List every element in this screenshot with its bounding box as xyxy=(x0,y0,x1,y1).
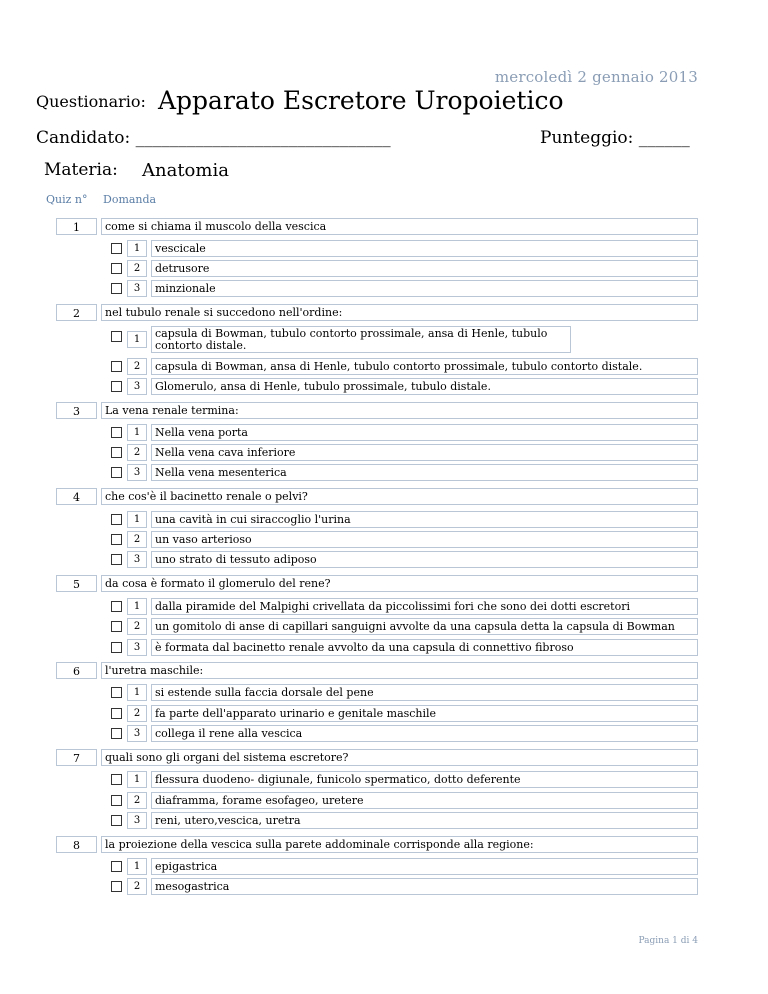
answer-checkbox[interactable] xyxy=(111,601,122,612)
answer-number: 2 xyxy=(127,531,147,548)
question-number: 2 xyxy=(56,304,97,321)
answer-text: detrusore xyxy=(151,260,698,277)
page-number: Pagina 1 di 4 xyxy=(638,936,698,946)
question-text: la proiezione della vescica sulla parete addominale corrisponde alla regione: xyxy=(101,836,698,853)
answer-text: collega il rene alla vescica xyxy=(151,725,698,742)
answer-checkbox[interactable] xyxy=(111,331,122,342)
question-text: quali sono gli organi del sistema escretore? xyxy=(101,749,698,766)
answer-number: 2 xyxy=(127,260,147,277)
answer-number: 1 xyxy=(127,331,147,348)
answer-checkbox[interactable] xyxy=(111,447,122,458)
answer-text: è formata dal bacinetto renale avvolto da una capsula di connettivo fibroso xyxy=(151,639,698,656)
answer-number: 3 xyxy=(127,378,147,395)
answer-checkbox[interactable] xyxy=(111,263,122,274)
answer-number: 3 xyxy=(127,551,147,568)
answer-text: un gomitolo di anse di capillari sanguigni avvolte da una capsula detta la capsula di Bowman xyxy=(151,618,698,635)
answer-text: si estende sulla faccia dorsale del pene xyxy=(151,684,698,701)
answer-text: Nella vena cava inferiore xyxy=(151,444,698,461)
answer-text: capsula di Bowman, ansa di Henle, tubulo contorto prossimale, tubulo contorto distale. xyxy=(151,358,698,375)
answer-number: 3 xyxy=(127,812,147,829)
answer-text: diaframma, forame esofageo, uretere xyxy=(151,792,698,809)
answer-text: dalla piramide del Malpighi crivellata da piccolissimi fori che sono dei dotti escretori xyxy=(151,598,698,615)
answer-checkbox[interactable] xyxy=(111,381,122,392)
answer-number: 1 xyxy=(127,240,147,257)
question-text: nel tubulo renale si succedono nell'ordine: xyxy=(101,304,698,321)
question-text: come si chiama il muscolo della vescica xyxy=(101,218,698,235)
answer-number: 2 xyxy=(127,878,147,895)
answer-checkbox[interactable] xyxy=(111,861,122,872)
answer-text: un vaso arterioso xyxy=(151,531,698,548)
answer-number: 1 xyxy=(127,511,147,528)
answer-number: 1 xyxy=(127,684,147,701)
answer-text: capsula di Bowman, tubulo contorto prossimale, ansa di Henle, tubulo contorto distale. xyxy=(151,326,571,353)
answer-number: 1 xyxy=(127,771,147,788)
answer-text: vescicale xyxy=(151,240,698,257)
answer-number: 2 xyxy=(127,444,147,461)
answer-checkbox[interactable] xyxy=(111,815,122,826)
answer-checkbox[interactable] xyxy=(111,427,122,438)
answer-text: epigastrica xyxy=(151,858,698,875)
answer-checkbox[interactable] xyxy=(111,621,122,632)
answer-checkbox[interactable] xyxy=(111,514,122,525)
answer-checkbox[interactable] xyxy=(111,708,122,719)
answer-checkbox[interactable] xyxy=(111,283,122,294)
answer-checkbox[interactable] xyxy=(111,774,122,785)
answer-checkbox[interactable] xyxy=(111,728,122,739)
question-number: 4 xyxy=(56,488,97,505)
answer-text: minzionale xyxy=(151,280,698,297)
questionario-label: Questionario: xyxy=(36,92,146,111)
answer-text: fa parte dell'apparato urinario e genitale maschile xyxy=(151,705,698,722)
page-title: Apparato Escretore Uropoietico xyxy=(158,86,564,115)
answer-number: 3 xyxy=(127,725,147,742)
question-number: 7 xyxy=(56,749,97,766)
answer-number: 2 xyxy=(127,705,147,722)
answer-checkbox[interactable] xyxy=(111,361,122,372)
question-number: 3 xyxy=(56,402,97,419)
materia-label: Materia: xyxy=(44,160,118,180)
answer-number: 3 xyxy=(127,464,147,481)
column-header-quiz: Quiz n° xyxy=(46,193,88,206)
answer-number: 2 xyxy=(127,792,147,809)
answer-text: uno strato di tessuto adiposo xyxy=(151,551,698,568)
answer-text: Nella vena porta xyxy=(151,424,698,441)
candidato-field: Candidato: ______________________________ xyxy=(36,128,391,148)
question-number: 1 xyxy=(56,218,97,235)
question-number: 8 xyxy=(56,836,97,853)
answer-number: 1 xyxy=(127,858,147,875)
answer-number: 2 xyxy=(127,618,147,635)
answer-text: reni, utero,vescica, uretra xyxy=(151,812,698,829)
answer-checkbox[interactable] xyxy=(111,642,122,653)
question-text: da cosa è formato il glomerulo del rene? xyxy=(101,575,698,592)
question-number: 6 xyxy=(56,662,97,679)
answer-number: 3 xyxy=(127,639,147,656)
question-text: che cos'è il bacinetto renale o pelvi? xyxy=(101,488,698,505)
answer-checkbox[interactable] xyxy=(111,795,122,806)
column-header-domanda: Domanda xyxy=(103,193,157,206)
question-number: 5 xyxy=(56,575,97,592)
answer-checkbox[interactable] xyxy=(111,534,122,545)
answer-text: Glomerulo, ansa di Henle, tubulo prossimale, tubulo distale. xyxy=(151,378,698,395)
answer-checkbox[interactable] xyxy=(111,243,122,254)
materia-value: Anatomia xyxy=(142,160,229,181)
answer-number: 2 xyxy=(127,358,147,375)
answer-checkbox[interactable] xyxy=(111,687,122,698)
answer-number: 1 xyxy=(127,424,147,441)
question-text: La vena renale termina: xyxy=(101,402,698,419)
punteggio-field: Punteggio: ______ xyxy=(540,128,690,148)
answer-number: 1 xyxy=(127,598,147,615)
answer-text: flessura duodeno- digiunale, funicolo spermatico, dotto deferente xyxy=(151,771,698,788)
answer-checkbox[interactable] xyxy=(111,554,122,565)
question-text: l'uretra maschile: xyxy=(101,662,698,679)
answer-text: Nella vena mesenterica xyxy=(151,464,698,481)
answer-number: 3 xyxy=(127,280,147,297)
answer-checkbox[interactable] xyxy=(111,881,122,892)
answer-checkbox[interactable] xyxy=(111,467,122,478)
answer-text: una cavità in cui siraccoglio l'urina xyxy=(151,511,698,528)
answer-text: mesogastrica xyxy=(151,878,698,895)
document-date: mercoledì 2 gennaio 2013 xyxy=(494,68,698,86)
